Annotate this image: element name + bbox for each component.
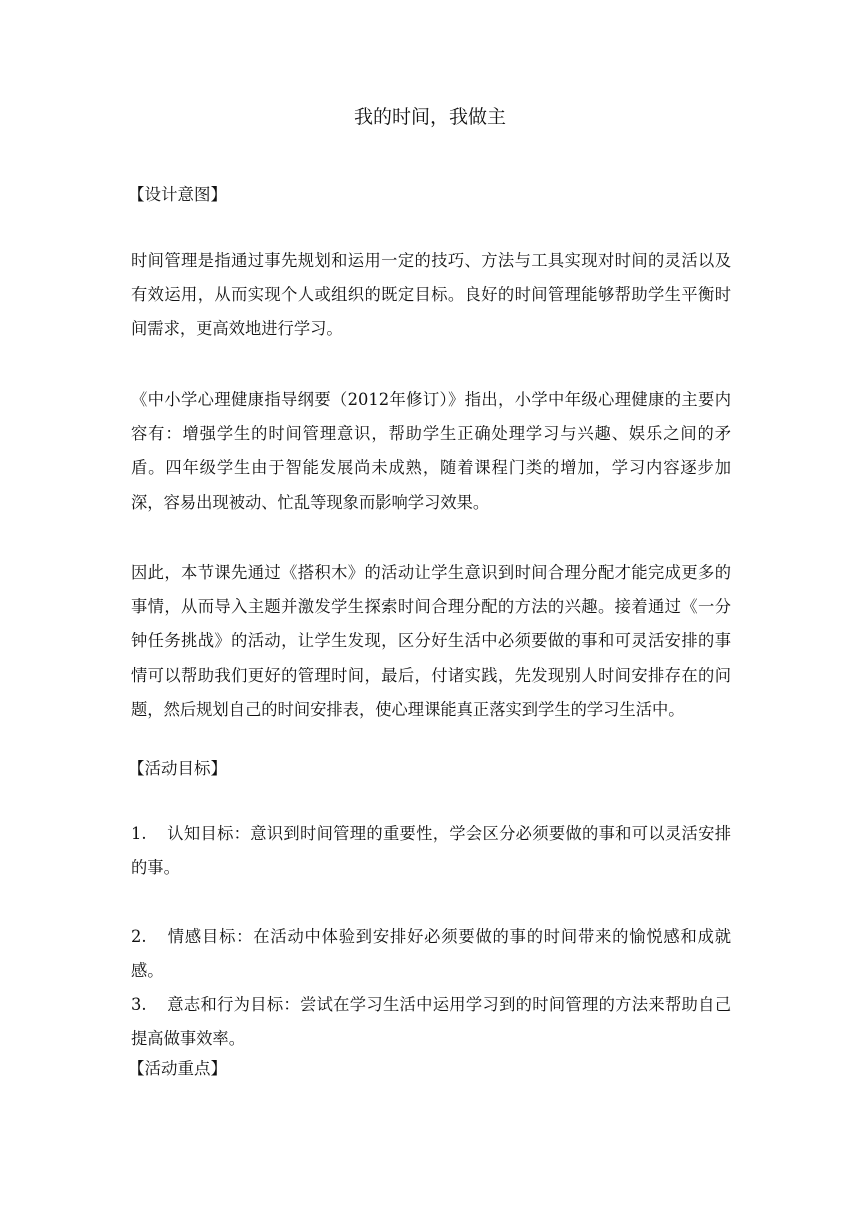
document-title: 我的时间，我做主 [353, 106, 506, 128]
section-heading-activity-focus: 【活动重点】 [128, 1059, 227, 1078]
goal-item-number: 3. [131, 995, 147, 1014]
goal-item-behavioral [131, 988, 731, 1056]
goal-item-number: 1. [131, 824, 147, 843]
paragraph-lesson-design: 因此，本节课先通过《搭积木》的活动让学生意识到时间合理分配才能完成更多的事情，从而导入主题并激发学生探索时间合理分配的方法的兴趣。接着通过《一分钟任务挑战》的活动，让学生发现，区分好生活中必须要做的事和可灵活安排的事情可以帮助我们更好的管理时间，最后，付诸实践，先发现别人时间安排存在的问题，然后规划自己的时间安排表，使心理课能真正落实到学生的学习生活中。 [131, 563, 731, 719]
goal-item-text: 情感目标：在活动中体验到安排好必须要做的事的时间带来的愉悦感和成就感。 [131, 927, 731, 981]
section-heading-design-intent: 【设计意图】 [128, 185, 227, 204]
goal-item-emotional [131, 920, 731, 988]
section-heading-activity-goals: 【活动目标】 [128, 759, 227, 778]
paragraph-guideline-reference: 《中小学心理健康指导纲要（2012年修订）》指出，小学中年级心理健康的主要内容有：增强学生的时间管理意识，帮助学生正确处理学习与兴趣、娱乐之间的矛盾。四年级学生由于智能发展尚未成熟，随着课程门类的增加，学习内容逐步加深，容易出现被动、忙乱等现象而影响学习效果。 [131, 390, 731, 512]
goal-item-cognitive [131, 817, 731, 885]
goal-item-text: 认知目标：意识到时间管理的重要性，学会区分必须要做的事和可以灵活安排的事。 [131, 824, 731, 878]
goal-item-number: 2. [131, 927, 147, 946]
goal-item-text: 意志和行为目标：尝试在学习生活中运用学习到的时间管理的方法来帮助自己提高做事效率。 [131, 995, 731, 1049]
paragraph-time-management-definition: 时间管理是指通过事先规划和运用一定的技巧、方法与工具实现对时间的灵活以及有效运用，从而实现个人或组织的既定目标。良好的时间管理能够帮助学生平衡时间需求，更高效地进行学习。 [131, 251, 731, 339]
